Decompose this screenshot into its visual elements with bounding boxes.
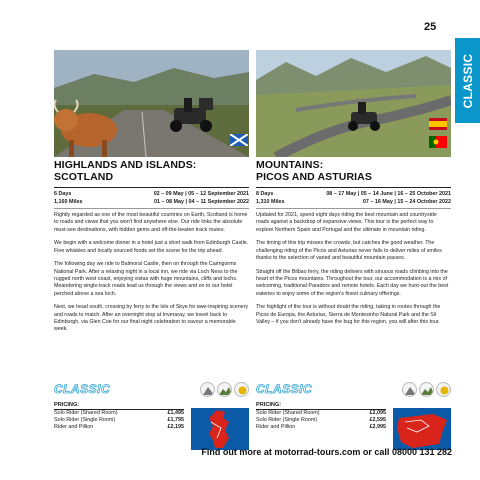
price-value: £1,795 — [167, 417, 184, 424]
tour-days: 6 Days — [54, 191, 72, 197]
price-row — [256, 410, 386, 417]
tour-meta-row — [256, 199, 451, 207]
divider — [54, 208, 249, 209]
difficulty-road-icon — [402, 382, 417, 397]
scotland-flag-icon — [230, 134, 248, 146]
divider — [54, 187, 249, 188]
difficulty-level-icon — [234, 382, 249, 397]
title-line-2: PICOS AND ASTURIAS — [256, 170, 372, 183]
title-line-1: MOUNTAINS: — [256, 159, 324, 171]
difficulty-mountain-icon — [217, 382, 232, 397]
price-value: £2,995 — [369, 424, 386, 431]
scotland-photo — [54, 50, 249, 157]
paragraph: Updated for 2021, spend eight days riding the best mountain and countryside roads against a backdrop of expansive views. This tour is the perfect way to explore Northern Spain and Portugal and the ultimate in mountain riding. — [256, 212, 437, 233]
scotland-badge-row — [54, 382, 249, 400]
tour-miles: 1,160 Miles — [54, 198, 83, 205]
paragraph: Next, we head south, crossing by ferry to the Isle of Skye for awe-inspiring scenery and roads to match. After an overnight stop at Inveraray, we travel back to Edinburgh, via Glen Coe for our final night celebration to savour a memorable week. — [54, 304, 249, 333]
portugal-flag-icon — [429, 136, 447, 148]
paragraph: Straight off the Bilbao ferry, the riding delivers with sinuous roads climbing into the heart of the Picos mountains. Throughout the tour, our accommodation is a mix of welcoming, traditional Paradors and remote hotels. Each day we hunt-out the best eateries to enjoy some of the region's finest culinary offerings. — [256, 268, 449, 297]
spain-flag-icon — [429, 118, 447, 130]
price-label: Solo Rider (Shared Room) — [54, 410, 118, 416]
price-row — [54, 410, 184, 417]
mountains-photo — [256, 50, 451, 157]
scotland-title — [54, 160, 249, 183]
paragraph: The timing of this trip misses the crowds, but catches the good weather. The challenging riding of the Picos and Asturias never fails to deliver miles of smiles thanks to the selection of varied and beautiful mountain passes. — [256, 240, 442, 261]
price-label: Solo Rider (Shared Room) — [256, 410, 320, 416]
price-value: £2,195 — [167, 424, 184, 431]
price-label: Rider and Pillion — [256, 424, 296, 431]
price-row — [256, 417, 386, 424]
scotland-pricing — [54, 402, 249, 448]
divider — [256, 187, 451, 188]
tour-days: 8 Days — [256, 191, 274, 197]
paragraph: We begin with a welcome dinner in a hotel just a short walk from Edinburgh Castle. Fine whiskies and locally sourced foods set the scene for the trip ahead. — [54, 240, 249, 254]
tour-dates-2021: 08 – 17 May | 05 – 14 June | 16 – 25 October 2021 — [326, 191, 451, 197]
price-value: £2,595 — [369, 417, 386, 424]
difficulty-road-icon — [200, 382, 215, 397]
scotland-tour-column — [54, 160, 249, 340]
price-row — [54, 424, 184, 431]
price-row — [256, 424, 386, 431]
paragraph: The following day we ride to Balmoral Castle, then on through the Cairngorms National Park. After a relaxing night in a local inn, we ride via Loch Ness to the rugged north west coast, enjoying vistas with huge mountains, cliffs and lochs. Meandering single-track roads lead us through the views and on to our hotel perched above a sea loch. — [54, 261, 238, 297]
picos-badge-row — [256, 382, 451, 400]
tour-miles: 1,310 Miles — [256, 198, 285, 205]
price-value: £2,095 — [369, 410, 386, 416]
category-side-tab — [455, 38, 480, 123]
pricing-header: PRICING: — [256, 402, 386, 410]
scotland-route-map — [191, 408, 249, 450]
page-number: 25 — [424, 21, 437, 33]
tour-dates-2022: 07 – 16 May | 15 – 24 October 2022 — [362, 198, 451, 205]
classic-badge: CLASSIC — [54, 382, 111, 396]
footer-contact: Find out more at motorrad-tours.com or call 08000 131 282 — [201, 447, 452, 457]
tour-dates-2021: 02 – 09 May | 05 – 12 September 2021 — [153, 191, 249, 197]
side-tab-label: CLASSIC — [460, 53, 475, 108]
price-value: £1,495 — [167, 410, 184, 416]
paragraph: The highlight of the tour is without doubt the riding, taking in routes through the Picos de Europa, the Asturias, Sierra de Montesinho Natural Park and the Sil Valley – if you don't already have the bug for this region, you will after this tour. — [256, 304, 441, 326]
picos-tour-column — [256, 160, 451, 333]
title-line-2: SCOTLAND — [54, 170, 114, 183]
iberia-route-map — [393, 408, 451, 450]
picos-pricing — [256, 402, 451, 448]
classic-badge: CLASSIC — [256, 382, 313, 396]
difficulty-level-icon — [436, 382, 451, 397]
price-label: Rider and Pillion — [54, 424, 94, 431]
price-label: Solo Rider (Single Room) — [54, 417, 116, 424]
tour-dates-2022: 01 – 08 May | 04 – 11 September 2022 — [153, 198, 249, 205]
tour-meta-row — [54, 199, 249, 207]
tour-meta-row — [256, 191, 451, 199]
price-row — [54, 417, 184, 424]
title-line-1: HIGHLANDS AND ISLANDS: — [54, 159, 197, 171]
difficulty-mountain-icon — [419, 382, 434, 397]
price-label: Solo Rider (Single Room) — [256, 417, 318, 424]
pricing-header: PRICING: — [54, 402, 184, 410]
picos-title — [256, 160, 451, 183]
paragraph: Rightly regarded as one of the most beautiful countries on Earth, Scotland is home to roads and views that you won't find anywhere else. Our ride links the absolute must-see destinations, with hidden gems and off-the-beaten track routes. — [54, 212, 248, 233]
tour-description — [256, 212, 451, 326]
divider — [256, 208, 451, 209]
tour-description — [54, 212, 249, 334]
tour-meta-row — [54, 191, 249, 199]
